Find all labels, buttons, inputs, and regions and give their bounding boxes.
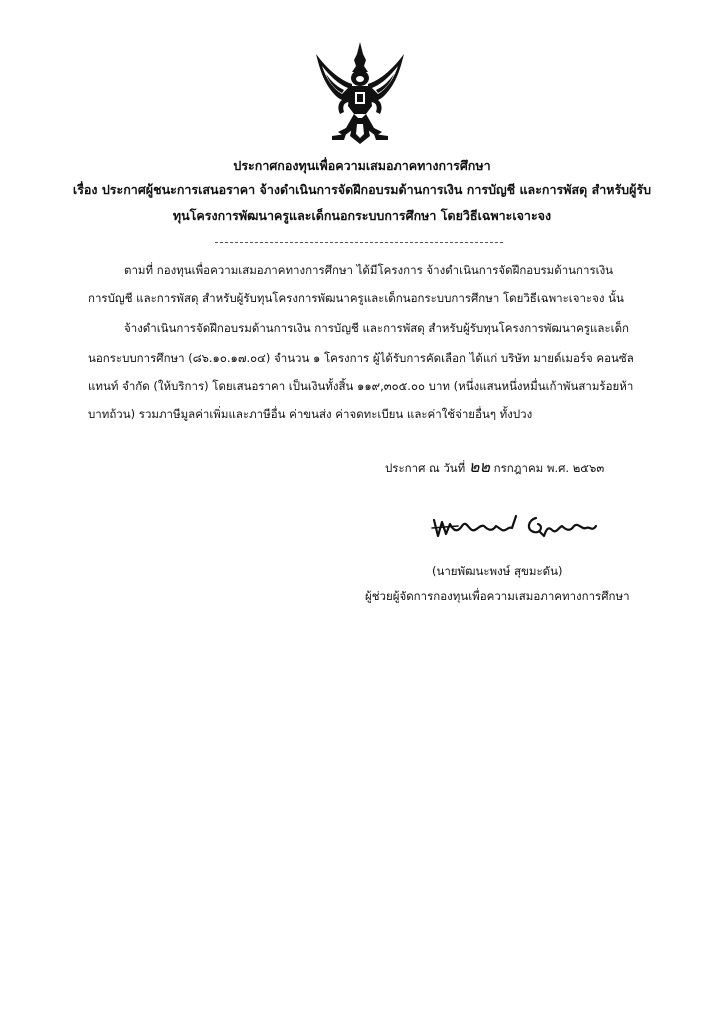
body-line-1: ตามที่ กองทุนเพื่อความเสมอภาคทางการศึกษา ได้มีโครงการ จ้างดำเนินการจัดฝึกอบรมด้านการเงิน xyxy=(124,263,614,277)
date-prefix: ประกาศ ณ วันที่ xyxy=(385,461,466,475)
announcement-date xyxy=(385,455,604,480)
header-divider xyxy=(215,242,503,243)
date-month-year: กรกฎาคม พ.ศ. ๒๕๖๓ xyxy=(493,461,605,475)
handwritten-signature xyxy=(428,506,608,546)
body-line-4: นอกระบบการศึกษา (๘๖.๑๐.๑๗.๐๔) จำนวน ๑ โครงการ ผู้ได้รับการคัดเลือก ได้แก่ บริษัท มายด์เมอร์จ คอนซัล xyxy=(88,351,634,365)
document-title: ประกาศกองทุนเพื่อความเสมอภาคทางการศึกษา xyxy=(233,158,491,173)
body-line-3: จ้างดำเนินการจัดฝึกอบรมด้านการเงิน การบัญชี และการพัสดุ สำหรับผู้รับทุนโครงการพัฒนาครูและเด็ก xyxy=(124,321,630,335)
signer-position: ผู้ช่วยผู้จัดการกองทุนเพื่อความเสมอภาคทางการศึกษา xyxy=(365,589,630,603)
garuda-emblem-icon xyxy=(310,40,410,146)
date-day: ๒๒ xyxy=(468,457,491,476)
body-line-2: การบัญชี และการพัสดุ สำหรับผู้รับทุนโครงการพัฒนาครูและเด็กนอกระบบการศึกษา โดยวิธีเฉพาะเจาะจง นั้น xyxy=(88,291,624,305)
body-line-6: บาทถ้วน) รวมภาษีมูลค่าเพิ่มและภาษีอื่น ค่าขนส่ง ค่าจดทะเบียน และค่าใช้จ่ายอื่นๆ ทั้งปวง xyxy=(88,407,533,421)
body-line-5: แทนท์ จำกัด (ให้บริการ) โดยเสนอราคา เป็นเงินทั้งสิ้น ๑๑๙,๓๐๕.๐๐ บาท (หนึ่งแสนหนึ่งหมื่นเก้าพันสามร้อยห้า xyxy=(88,379,634,393)
subject-line-2: ทุนโครงการพัฒนาครูและเด็กนอกระบบการศึกษา โดยวิธีเฉพาะเจาะจง xyxy=(172,208,552,223)
signer-name: (นายพัฒนะพงษ์ สุขมะดัน) xyxy=(432,564,563,578)
subject-line-1: เรื่อง ประกาศผู้ชนะการเสนอราคา จ้างดำเนินการจัดฝึกอบรมด้านการเงิน การบัญชี และการพัสดุ สำหรับผู้รับ xyxy=(72,182,652,197)
